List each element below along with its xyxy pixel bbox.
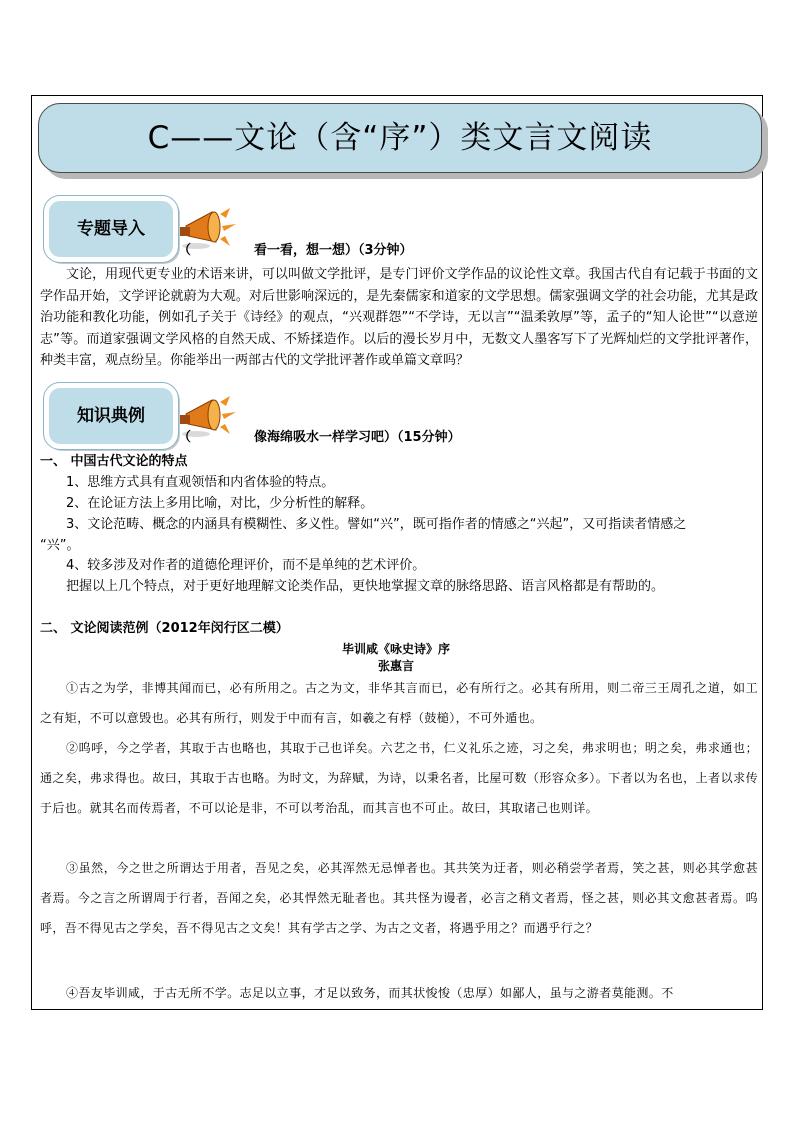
essay-paragraph: ④吾友毕训咸，于古无所不学。志足以立事，才足以致务，而其状悛悛（忠厚）如鄙人，虽与之游者莫能测。不 <box>66 986 674 1000</box>
section-tab-intro: 专题导入 <box>44 196 178 262</box>
intro-prompt: 看一看，想一想）（3分钟） <box>254 243 413 258</box>
list-item: 3、文论范畴、概念的内涵具有模糊性、多义性。譬如“兴”，既可指作者的情感之“兴起”，又可指读者情感之 <box>66 517 687 532</box>
page-title: C——文论（含“序”）类文言文阅读 <box>147 120 653 156</box>
list-item: 1、思维方式具有直观领悟和内省体验的特点。 <box>66 475 335 490</box>
list-item: 4、较多涉及对作者的道德伦理评价，而不是单纯的艺术评价。 <box>66 558 426 573</box>
essay-paragraph: ③虽然，今之世之所谓达于用者，吾见之矣，必其浑然无忌惮者也。其共笑为迂者，则必稍尝学者焉，笑之甚，则必其学愈甚者焉。今之言之所谓周于行者，吾闻之矣，必其悍然无耻者也。其共怪为谩者，必言之稍文者焉，怪之甚，则必其文愈甚者焉。呜呼，吾不得见古之学矣，吾不得见古之文矣！其有学古之学、为古之文者，将遇乎用之？而遇乎行之？ <box>40 861 758 935</box>
section-tab-knowledge: 知识典例 <box>44 383 178 449</box>
list-item: 2、在论证方法上多用比喻，对比，少分析性的解释。 <box>66 496 374 511</box>
title-banner <box>38 103 762 173</box>
knowledge-prompt: 像海绵吸水一样学习吧）（15分钟） <box>254 430 461 445</box>
intro-paragraph: 文论，用现代更专业的术语来讲，可以叫做文学批评，是专门评价文学作品的议论性文章。我国古代自有记载于书面的文学作品开始，文学评论就蔚为大观。对后世影响深远的，是先秦儒家和道家的文学思想。儒家强调文学的社会功能，尤其是政治功能和教化功能，例如孔子关于《诗经》的观点，“兴观群怨”“不学诗，无以言”“温柔敦厚”等，孟子的“知人论世”“以意逆志”等。而道家强调文学风格的自然天成、不矫揉造作。以后的漫长岁月中，无数文人墨客写下了光辉灿烂的文学批评著作，种类丰富，观点纷呈。你能举出一两部古代的文学批评著作或单篇文章吗？ <box>40 267 758 368</box>
essay-paragraph: ①古之为学，非博其闻而已，必有所用之。古之为文，非华其言而已，必有所行之。必其有所用，则二帝三王周孔之道，如工之有矩，不可以意毁也。必其有所行，则发于中而有言，如羲之有桴（鼓槌），不可外遁也。 <box>40 681 758 725</box>
essay-author: 张惠言 <box>377 659 414 673</box>
essay-paragraph: ②呜呼，今之学者，其取于古也略也，其取于己也详矣。六艺之书，仁义礼乐之迹，习之矣，弗求明也；明之矣，弗求通也；通之矣，弗求得也。故曰，其取于古也略。为时文，为辞赋，为诗，以秉名者，比屋可数（形容众多）。下者以为名也，上者以求传于后也。就其名而传焉者，不可以论是非，不可以考治乱，而其言也不可止。故曰，其取诸己也则详。 <box>40 741 758 815</box>
essay-title: 毕训咸《咏史诗》序 <box>341 642 450 656</box>
summary-line: 把握以上几个特点，对于更好地理解文论类作品，更快地掌握文章的脉络思路、语言风格都是有帮助的。 <box>66 579 665 594</box>
list-item: “兴”。 <box>40 538 80 553</box>
intro-prompt-open: （ <box>178 243 192 258</box>
knowledge-prompt-open: （ <box>178 430 192 445</box>
heading-example: 二、 文论阅读范例（2012年闵行区二模） <box>40 621 289 636</box>
heading-features: 一、 中国古代文论的特点 <box>40 454 188 469</box>
